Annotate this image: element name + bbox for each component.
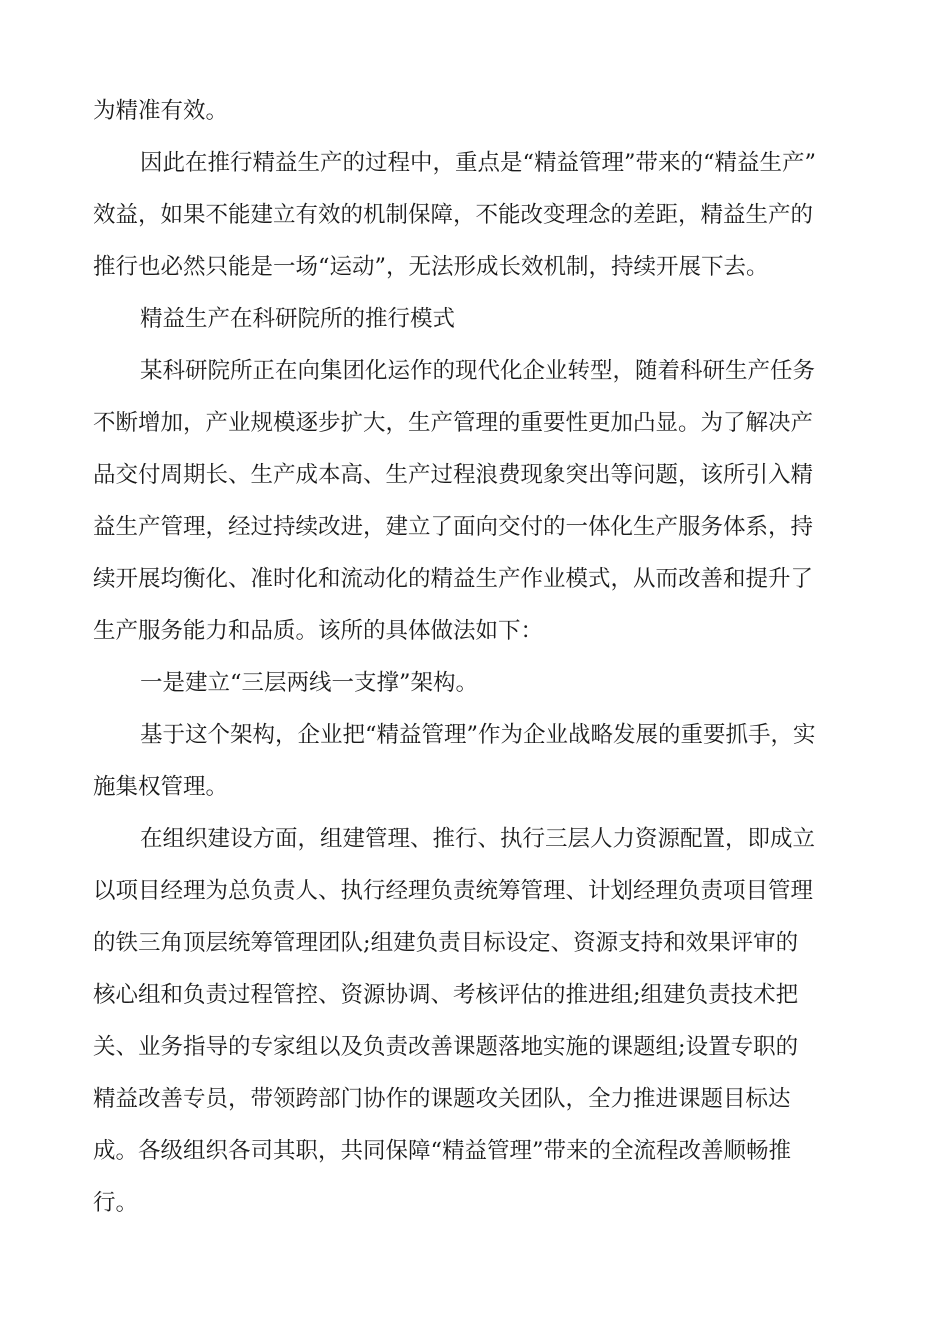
text-line: 核心组和负责过程管控、资源协调、考核评估的推进组;组建负责技术把: [93, 982, 799, 1008]
text-line: 行。: [93, 1190, 139, 1216]
text-line: 成。各级组织各司其职，共同保障“精益管理”带来的全流程改善顺畅推: [93, 1138, 792, 1164]
text-line: 精益改善专员，带领跨部门协作的课题攻关团队，全力推进课题目标达: [93, 1086, 791, 1112]
text-line: 推行也必然只能是一场“运动”，无法形成长效机制，持续开展下去。: [93, 254, 769, 280]
paragraph-first-line: 某科研院所正在向集团化运作的现代化企业转型，随着科研生产任务: [140, 358, 816, 384]
text-line: 的铁三角顶层统筹管理团队;组建负责目标设定、资源支持和效果评审的: [93, 930, 799, 956]
paragraph-first-line: 在组织建设方面，组建管理、推行、执行三层人力资源配置，即成立: [140, 826, 816, 852]
text-line: 益生产管理，经过持续改进，建立了面向交付的一体化生产服务体系，持: [93, 514, 814, 540]
section-heading: 精益生产在科研院所的推行模式: [140, 306, 456, 332]
paragraph-first-line: 一是建立“三层两线一支撑”架构。: [140, 670, 479, 696]
text-line: 品交付周期长、生产成本高、生产过程浪费现象突出等问题，该所引入精: [93, 462, 814, 488]
text-line: 关、业务指导的专家组以及负责改善课题落地实施的课题组;设置专职的: [93, 1034, 799, 1060]
text-line: 效益，如果不能建立有效的机制保障，不能改变理念的差距，精益生产的: [93, 202, 814, 228]
text-line: 不断增加，产业规模逐步扩大，生产管理的重要性更加凸显。为了解决产: [93, 410, 814, 436]
paragraph-first-line: 因此在推行精益生产的过程中，重点是“精益管理”带来的“精益生产”: [140, 150, 817, 176]
text-line: 为精准有效。: [93, 98, 229, 124]
text-line: 以项目经理为总负责人、执行经理负责统筹管理、计划经理负责项目管理: [93, 878, 814, 904]
text-line: 生产服务能力和品质。该所的具体做法如下：: [93, 618, 544, 644]
text-line: 施集权管理。: [93, 774, 229, 800]
paragraph-first-line: 基于这个架构，企业把“精益管理”作为企业战略发展的重要抓手，实: [140, 722, 816, 748]
text-line: 续开展均衡化、准时化和流动化的精益生产作业模式，从而改善和提升了: [93, 566, 814, 592]
